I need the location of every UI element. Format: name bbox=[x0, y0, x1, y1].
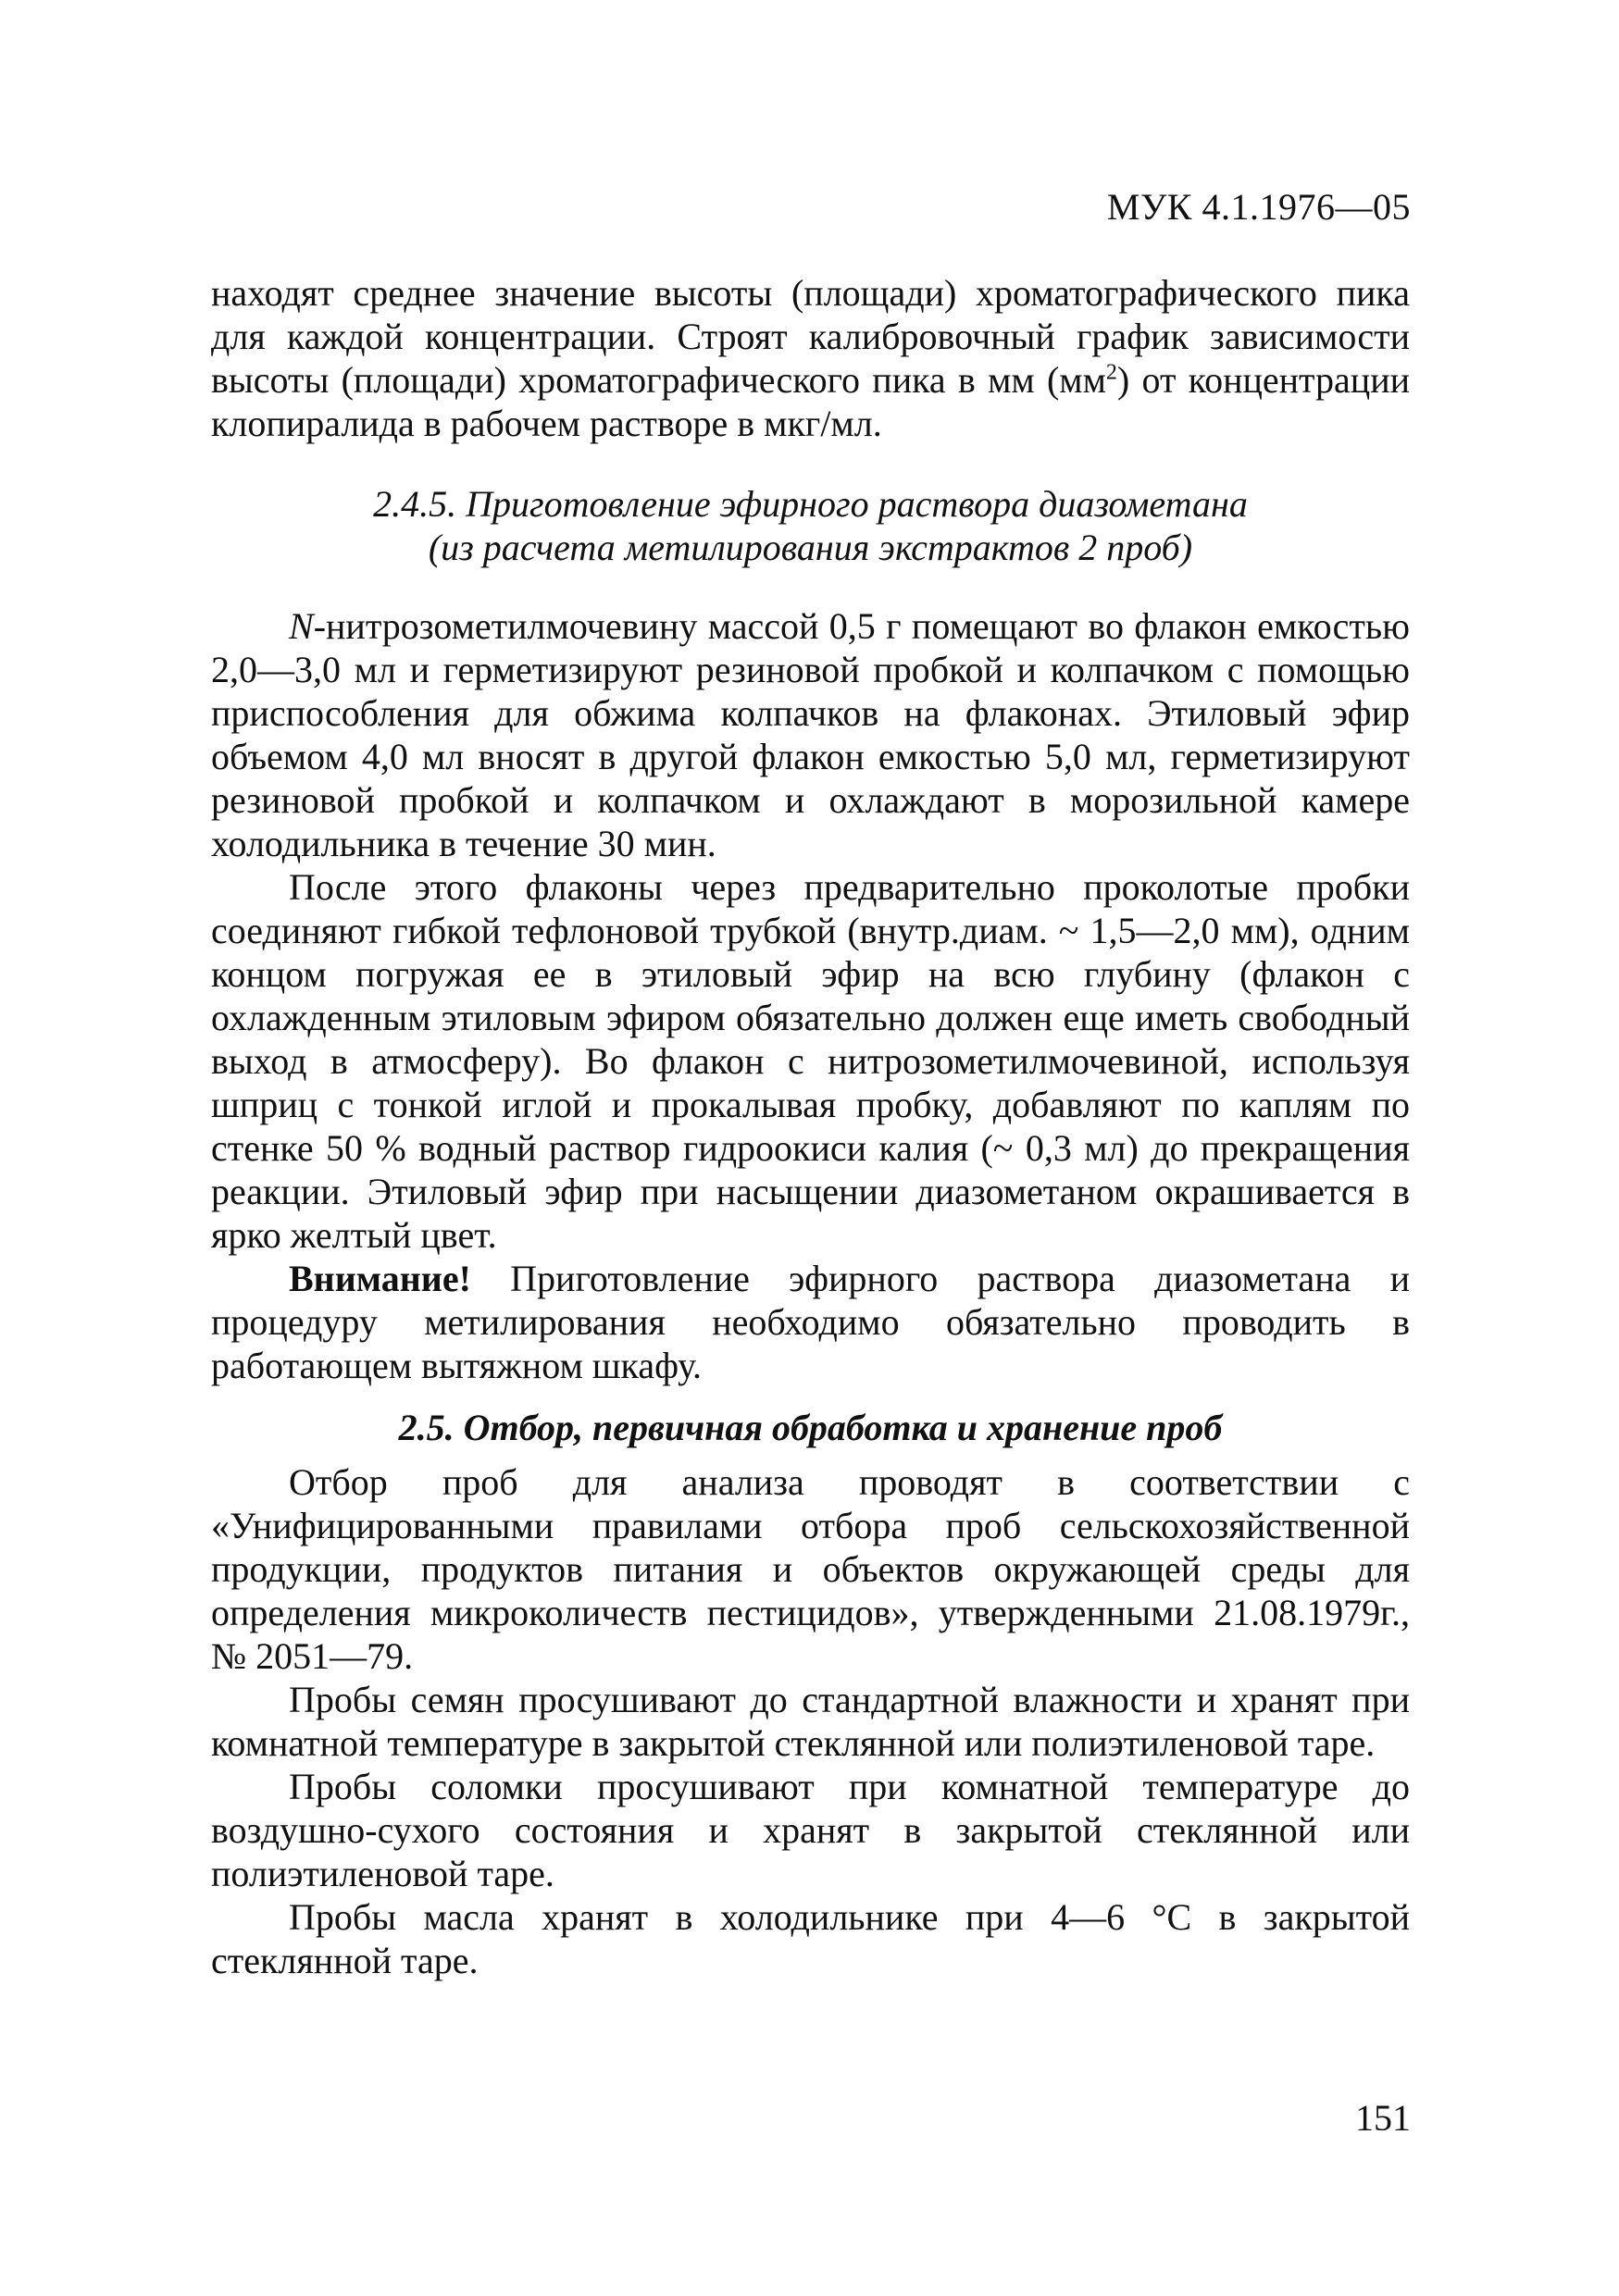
section-2-4-5-paragraph-3 bbox=[211, 1257, 1410, 1387]
page-number: 151 bbox=[1355, 2097, 1411, 2139]
section-2-4-5-title bbox=[211, 482, 1410, 569]
section-2-4-5-title-line2: (из расчета метилирования экстрактов 2 проб) bbox=[428, 527, 1193, 568]
warning-text: Приготовление эфирного раствора диазометана и процедуру метилирования необходимо обязательно проводить в работающем вытяжном шкафу. bbox=[211, 1258, 1410, 1386]
warning-label: Внимание! bbox=[289, 1258, 471, 1299]
intro-superscript: 2 bbox=[1105, 360, 1117, 385]
section-2-5-paragraph-1: Отбор проб для анализа проводят в соответствии с «Унифицированными правилами отбора проб сельскохозяйственной продукции, продуктов питания и объектов окружающей среды для определения микроколичеств пестицидов», утвержденными 21.08.1979г., № 2051—79. bbox=[211, 1461, 1410, 1677]
section-2-4-5-paragraph-2: После этого флаконы через предварительно проколотые пробки соединяют гибкой тефлоновой трубкой (внутр.диам. ~ 1,5—2,0 мм), одним концом погружая ее в этиловый эфир на всю глубину (флакон с охлажденным этиловым эфиром обязательно должен еще иметь свободный выход в атмосферу). Во флакон с нитрозометилмочевиной, используя шприц с тонкой иглой и прокалывая пробку, добавляют по каплям по стенке 50 % водный раствор гидроокиси калия (~ 0,3 мл) до прекращения реакции. Этиловый эфир при насыщении диазометаном окрашивается в ярко желтый цвет. bbox=[211, 866, 1410, 1256]
section-2-5-paragraph-3: Пробы соломки просушивают при комнатной температуре до воздушно-сухого состояния и хранят в закрытой стеклянной или полиэтиленовой таре. bbox=[211, 1766, 1410, 1894]
page-body bbox=[211, 271, 1410, 1982]
section-2-5-title bbox=[211, 1406, 1410, 1449]
section-2-5-paragraph-2: Пробы семян просушивают до стандартной влажности и хранят при комнатной температуре в закрытой стеклянной или полиэтиленовой таре. bbox=[211, 1679, 1410, 1764]
n-prefix: N bbox=[289, 605, 314, 647]
section-2-4-5-title-line1: 2.4.5. Приготовление эфирного раствора диазометана bbox=[373, 483, 1248, 525]
intro-paragraph bbox=[211, 271, 1410, 445]
section-2-5-title-text: 2.5. Отбор, первичная обработка и хранение проб bbox=[398, 1407, 1223, 1448]
section-2-4-5-paragraph-1-text: -нитрозометилмочевину массой 0,5 г помещают во флакон емкостью 2,0—3,0 мл и герметизируют резиновой пробкой и колпачком с помощью приспособления для обжима колпачков на флаконах. Этиловый эфир объемом 4,0 мл вносят в другой флакон емкостью 5,0 мл, герметизируют резиновой пробкой и колпачком и охлаждают в морозильной камере холодильника в течение 30 мин. bbox=[211, 605, 1410, 864]
document-code-header: МУК 4.1.1976—05 bbox=[1106, 186, 1411, 228]
intro-text-end: ) от концентрации клопиралида в рабочем растворе в мкг/мл. bbox=[211, 359, 1410, 444]
section-2-4-5-paragraph-1 bbox=[211, 604, 1410, 865]
intro-text-start: находят среднее значение высоты (площади) хроматографического пика для каждой концентрации. Строят калибровочный график зависимости высоты (площади) хроматографического пика в мм (мм bbox=[211, 272, 1410, 401]
section-2-5-paragraph-4: Пробы масла хранят в холодильнике при 4—6 °С в закрытой стеклянной таре. bbox=[211, 1896, 1410, 1981]
